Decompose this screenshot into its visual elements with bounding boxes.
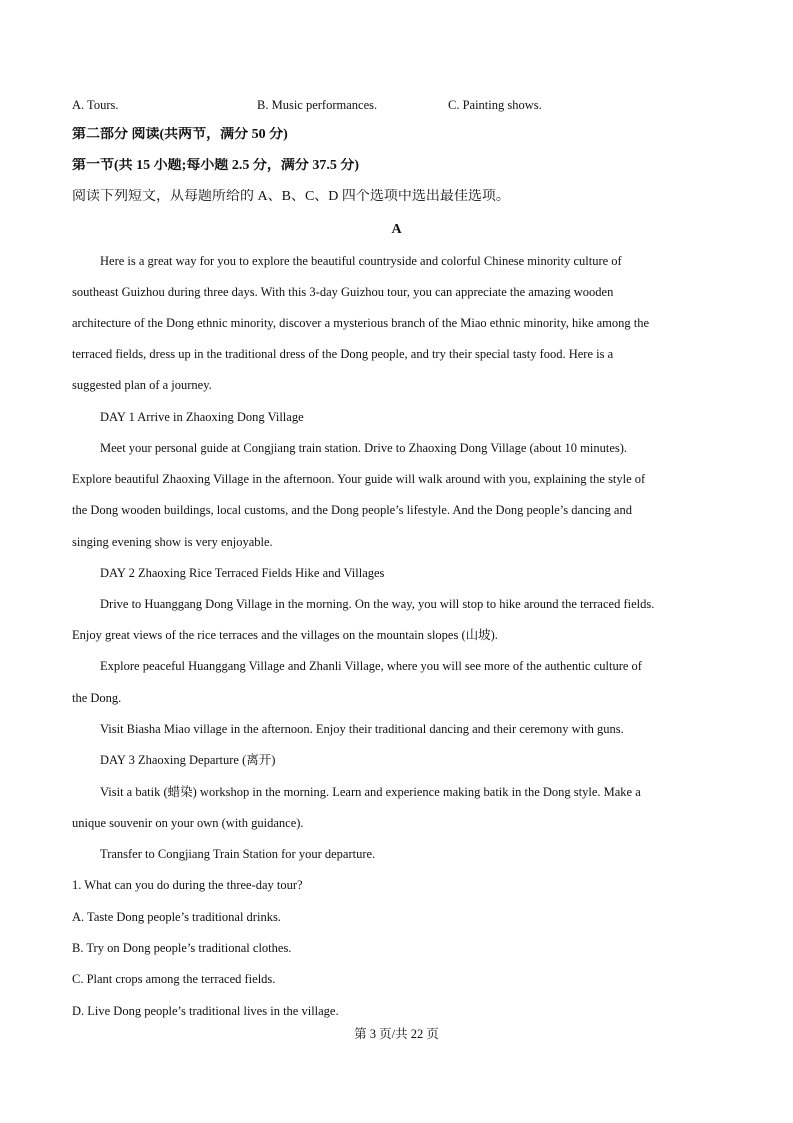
prev-option-b: B. Music performances. [257, 98, 378, 112]
passage-line: Here is a great way for you to explore the beautiful countryside and colorful Chinese minority culture of [100, 254, 622, 268]
question-1-option-b: B. Try on Dong people’s traditional clothes. [72, 941, 292, 955]
passage-line: suggested plan of a journey. [72, 378, 212, 392]
passage-line: terraced fields, dress up in the traditional dress of the Dong people, and try their special tasty food. Here is a [72, 347, 614, 361]
question-1-stem: 1. What can you do during the three-day tour? [72, 878, 303, 892]
question-1-option-a: A. Taste Dong people’s traditional drinks. [72, 910, 281, 924]
prev-option-c: C. Painting shows. [448, 98, 542, 112]
passage-line: Visit a batik (蜡染) workshop in the morning. Learn and experience making batik in the Dong style. Make a [100, 785, 641, 799]
passage-line: Explore beautiful Zhaoxing Village in the afternoon. Your guide will walk around with you, explaining the style of [72, 472, 646, 486]
passage-line: architecture of the Dong ethnic minority, discover a mysterious branch of the Miao ethnic minority, hike among the [72, 316, 650, 330]
passage-line: Visit Biasha Miao village in the afternoon. Enjoy their traditional dancing and their ceremony with guns. [100, 722, 624, 736]
passage-line: Transfer to Congjiang Train Station for your departure. [100, 847, 376, 861]
passage-label: A [391, 222, 402, 237]
passage-line: unique souvenir on your own (with guidance). [72, 816, 304, 830]
passage-line: singing evening show is very enjoyable. [72, 535, 273, 549]
section-part-heading: 第二部分 阅读(共两节，满分 50 分) [72, 127, 288, 142]
passage-line: Explore peaceful Huanggang Village and Zhanli Village, where you will see more of the authentic culture of [100, 659, 642, 673]
day3-heading: DAY 3 Zhaoxing Departure (离开) [100, 753, 276, 767]
question-1-option-c: C. Plant crops among the terraced fields. [72, 972, 276, 986]
passage-line: Enjoy great views of the rice terraces and the villages on the mountain slopes (山坡). [72, 628, 498, 642]
passage-line: the Dong wooden buildings, local customs, and the Dong people’s lifestyle. And the Dong people’s dancing and [72, 503, 632, 517]
passage-line: Meet your personal guide at Congjiang train station. Drive to Zhaoxing Dong Village (about 10 minutes). [100, 441, 628, 455]
prev-option-a: A. Tours. [72, 98, 119, 112]
section-sub-heading: 第一节(共 15 小题;每小题 2.5 分，满分 37.5 分) [72, 158, 359, 173]
passage-line: the Dong. [72, 691, 122, 705]
question-1-option-d: D. Live Dong people’s traditional lives in the village. [72, 1004, 339, 1018]
day1-heading: DAY 1 Arrive in Zhaoxing Dong Village [100, 410, 304, 424]
day2-heading: DAY 2 Zhaoxing Rice Terraced Fields Hike and Villages [100, 566, 385, 580]
page-footer: 第 3 页/共 22 页 [354, 1027, 439, 1041]
passage-line: Drive to Huanggang Dong Village in the morning. On the way, you will stop to hike around the terraced fields. [100, 597, 655, 611]
passage-line: southeast Guizhou during three days. With this 3-day Guizhou tour, you can appreciate the amazing wooden [72, 285, 614, 299]
section-instruction: 阅读下列短文，从每题所给的 A、B、C、D 四个选项中选出最佳选项。 [72, 189, 510, 204]
